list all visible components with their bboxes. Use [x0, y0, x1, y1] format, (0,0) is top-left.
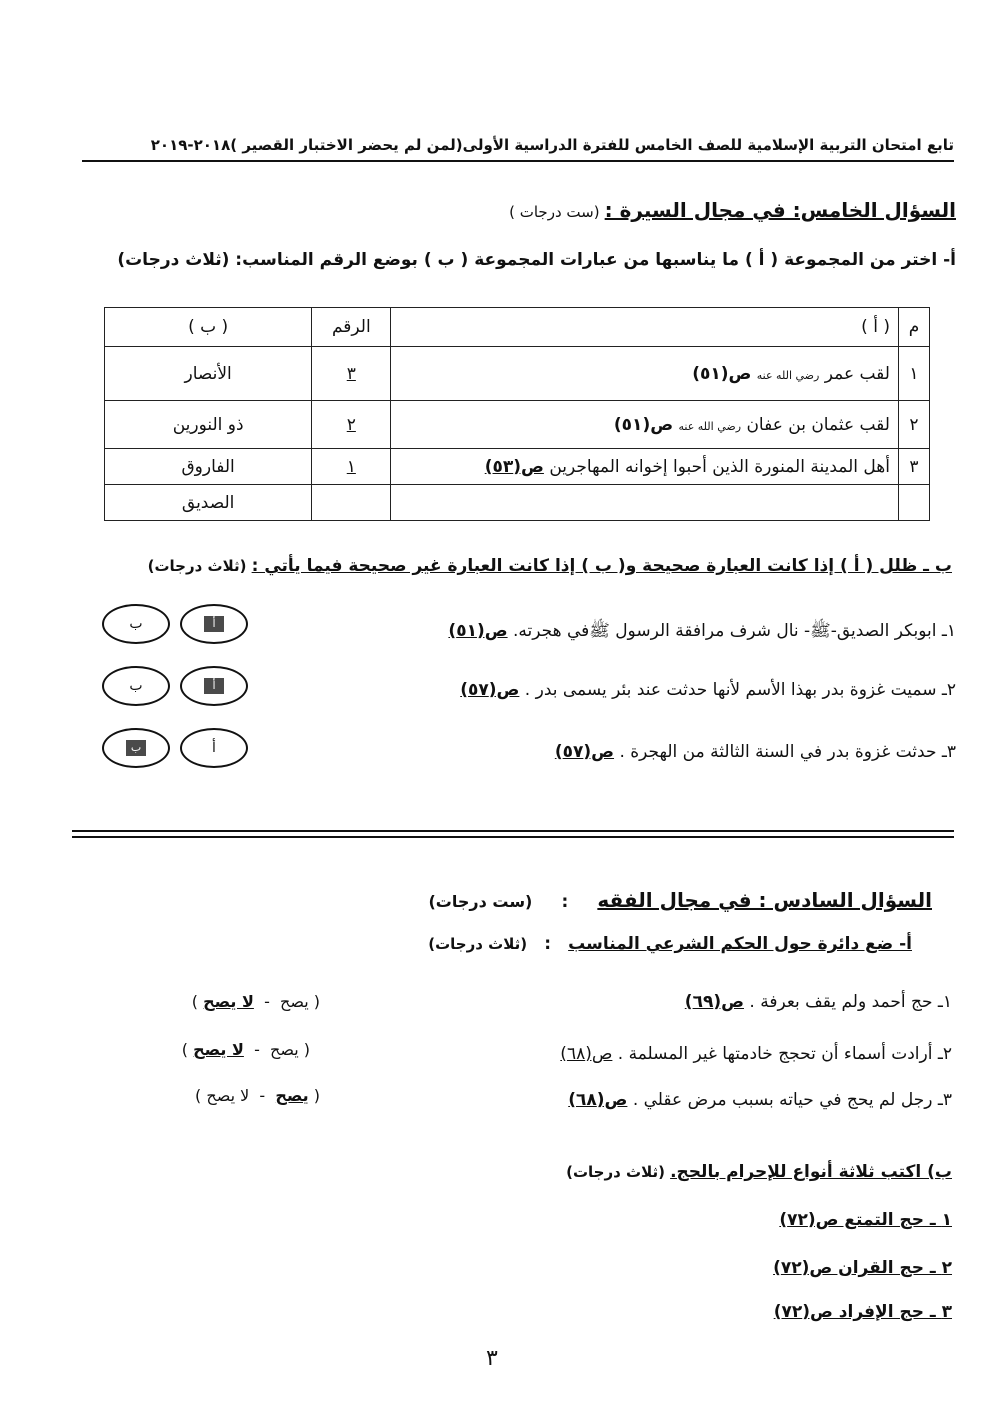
matching-table [104, 307, 930, 521]
row-b: الأنصار [105, 347, 312, 401]
q6-partB-heading [352, 1162, 952, 1182]
option-a-label: أ [204, 678, 224, 694]
q5-partB-heading [72, 556, 952, 576]
row-a-ref: ص(٥١) [692, 363, 752, 384]
row-m: ٣ [898, 449, 929, 485]
option-a-circle[interactable] [180, 666, 248, 706]
ruling-item [432, 992, 952, 1012]
ruling-choices: ( يصح - لا يصح ) [181, 1040, 310, 1059]
ruling-choices: ( يصح - لا يصح ) [191, 992, 320, 1011]
row-a [391, 449, 899, 485]
ihram-type-item: ٢ ـ حج القران ص(٧٢) [773, 1258, 952, 1278]
ruling-item-text: ٢ـ أرادت أسماء أن تحجج خادمتها غير المسلمة . [617, 1044, 952, 1064]
row-b: الصديق [105, 485, 312, 521]
tf-item-ref: ص(٥١) [448, 621, 508, 641]
row-b: ذو النورين [105, 401, 312, 449]
row-a-text: لقب عمر [824, 363, 890, 384]
ruling-item-text: ٣ـ رجل لم يحج في حياته بسبب مرض عقلي . [632, 1090, 952, 1110]
table-row [105, 485, 930, 521]
q5-title: السؤال الخامس: في مجال السيرة : [604, 198, 956, 222]
table-row [105, 401, 930, 449]
header-m: م [898, 308, 929, 347]
row-m [898, 485, 929, 521]
q6-partA-instruction: أ- ضع دائرة حول الحكم الشرعي المناسب [568, 934, 912, 954]
row-a-ref: ص(٥٣) [484, 456, 544, 477]
option-b-label: ب [129, 678, 143, 694]
q6-colon: : [561, 892, 569, 912]
row-a-ref: ص(٥١) [613, 414, 674, 435]
option-a-circle[interactable] [180, 728, 248, 768]
tf-item [336, 620, 956, 645]
q6-partA-colon: : [544, 934, 552, 954]
header-a: ( أ ) [391, 308, 899, 347]
q5-partA-instruction: أ- اختر من المجموعة ( أ ) ما يناسبها من عبارات المجموعة ( ب ) بوضع الرقم المناسب: (ثلاث درجات) [117, 250, 956, 270]
ruling-item-ref: ص(٦٨) [568, 1090, 628, 1110]
q6-partA-marks: (ثلاث درجات) [428, 935, 528, 953]
tf-item [336, 680, 956, 700]
q6-heading [332, 888, 932, 912]
row-m: ١ [898, 347, 929, 401]
tf-item-ref: ص(٥٧) [460, 680, 520, 700]
q6-title: السؤال السادس : في مجال الفقه [597, 888, 932, 912]
header-num: الرقم [312, 308, 391, 347]
section-divider [72, 836, 954, 838]
q6-marks: (ست درجات) [428, 892, 533, 911]
ruling-item-ref: ص(٦٨) [560, 1044, 613, 1064]
table-row [105, 347, 930, 401]
option-b-circle[interactable] [102, 604, 170, 644]
ruling-choices: ( يصح - لا يصح ) [195, 1086, 320, 1105]
choice-invalid[interactable]: لا يصح [206, 1086, 250, 1105]
choice-valid[interactable]: يصح [270, 1040, 299, 1059]
option-b-circle[interactable] [102, 666, 170, 706]
row-a [391, 485, 899, 521]
tf-item [336, 742, 956, 762]
tf-item-text: ٢ـ سميت غزوة بدر بهذا الأسم لأنها حدثت عند بئر يسمى بدر . [524, 680, 956, 700]
ruling-item [432, 1090, 952, 1110]
row-a-honorific: رضي الله عنه [756, 368, 820, 382]
ihram-type-item: ٣ ـ حج الإفراد ص(٧٢) [773, 1302, 952, 1322]
q6-partB-instruction: ب) اكتب ثلاثة أنواع للإحرام بالحج. [670, 1162, 952, 1182]
option-a-label: أ [212, 740, 216, 756]
choice-valid[interactable]: يصح [275, 1086, 309, 1105]
exam-header: تابع امتحان التربية الإسلامية للصف الخامس للفترة الدراسية الأولى(لمن لم يحضر الاختبار القصير )٢٠١٨-٢٠١٩ [150, 136, 954, 154]
row-num: ١ [312, 449, 391, 485]
q5-marks: (ست درجات ) [509, 203, 600, 221]
option-a-circle[interactable] [180, 604, 248, 644]
header-b: ( ب ) [105, 308, 312, 347]
row-num [312, 485, 391, 521]
section-divider [72, 830, 954, 832]
page-number: ٣ [486, 1346, 498, 1371]
q5-heading [356, 198, 956, 222]
table-row [105, 449, 930, 485]
ihram-type-item: ١ ـ حج التمتع ص(٧٢) [779, 1210, 952, 1230]
tf-item-text: ٣ـ حدثت غزوة بدر في السنة الثالثة من الهجرة . [619, 742, 956, 762]
tf-item-ref: ص(٥٧) [554, 742, 615, 762]
choice-invalid[interactable]: لا يصح [193, 1040, 244, 1059]
row-a-honorific: رضي الله عنه [678, 419, 742, 433]
row-a [391, 347, 899, 401]
row-num: ٣ [312, 347, 391, 401]
row-a-text: أهل المدينة المنورة الذين أحبوا إخوانه المهاجرين [549, 456, 890, 477]
row-b: الفاروق [105, 449, 312, 485]
row-num: ٢ [312, 401, 391, 449]
tf-item-text: ١ـ ابوبكر الصديق-ﷺ- نال شرف مرافقة الرسول ﷺفي هجرته. [513, 621, 956, 641]
option-b-circle[interactable] [102, 728, 170, 768]
ruling-item [432, 1044, 952, 1064]
option-a-label: أ [204, 616, 224, 632]
row-m: ٢ [898, 401, 929, 449]
q5-partB-instruction: ب ـ ظلل ( أ ) إذا كانت العبارة صحيحة و( ب ) إذا كانت العبارة غير صحيحة فيما يأتي : [251, 556, 952, 576]
q5-partB-marks: (ثلاث درجات) [147, 557, 247, 575]
q6-partA-heading [312, 934, 912, 954]
header-rule [82, 160, 954, 162]
ruling-item-ref: ص(٦٩) [684, 992, 744, 1012]
choice-valid[interactable]: يصح [280, 992, 309, 1011]
table-header-row [105, 308, 930, 347]
q6-partB-marks: (ثلاث درجات) [566, 1163, 665, 1181]
row-a [391, 401, 899, 449]
ruling-item-text: ١ـ حج أحمد ولم يقف بعرفة . [749, 992, 952, 1012]
option-b-label: ب [129, 616, 143, 632]
choice-invalid[interactable]: لا يصح [203, 992, 254, 1011]
option-b-label: ب [126, 740, 146, 756]
row-a-text: لقب عثمان بن عفان [746, 414, 890, 435]
